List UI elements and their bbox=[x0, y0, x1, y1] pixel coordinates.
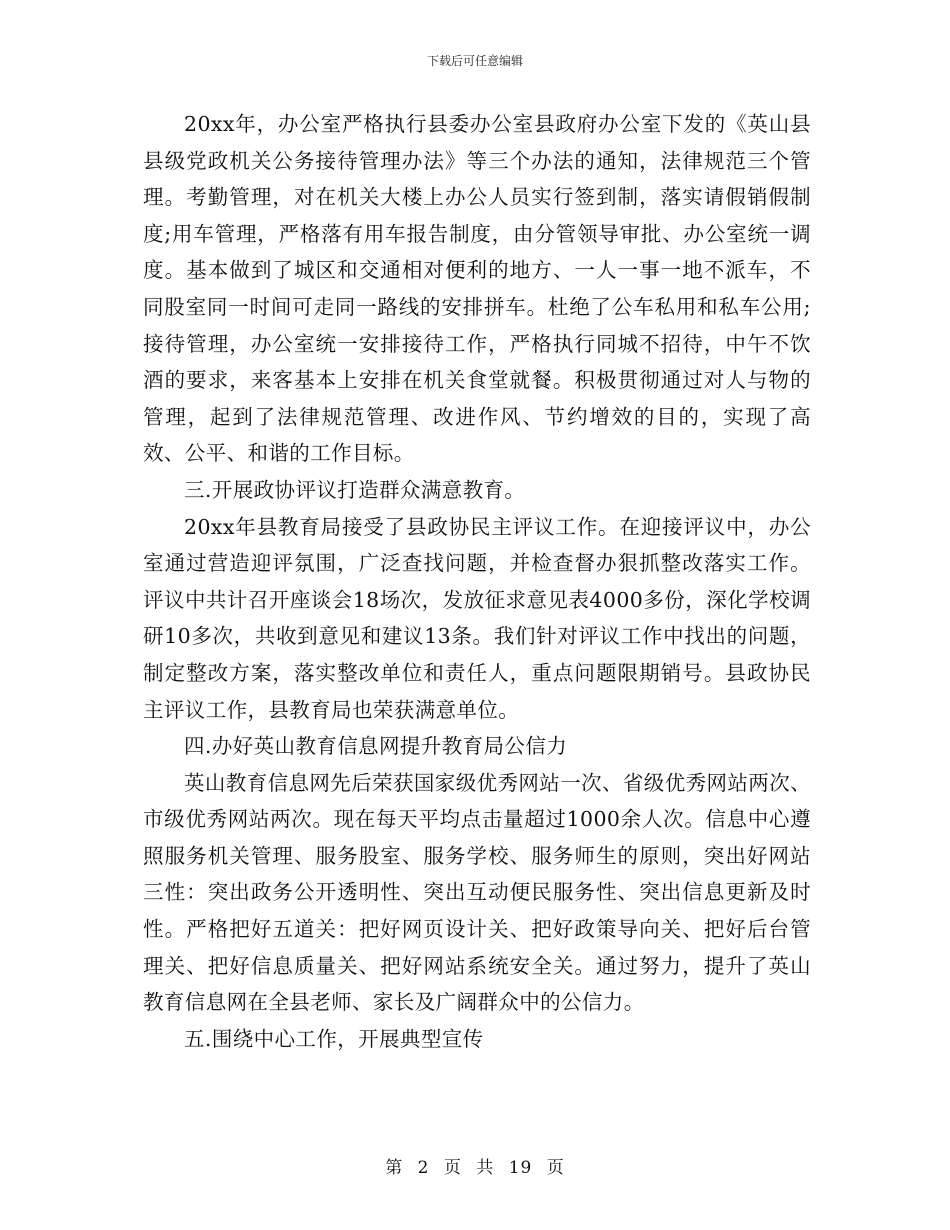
paragraph-cppcc-review: 20xx年县教育局接受了县政协民主评议工作。在迎接评议中，办公室通过营造迎评氛围，广泛查找问题，并检查督办狠抓整改落实工作。评议中共计召开座谈会18场次，发放征求意见表4000多份，深化学校调研10多次，共收到意见和建议13条。我们针对评议工作中找出的问题，制定整改方案，落实整改单位和责任人，重点问题限期销号。县政协民主评议工作，县教育局也荣获满意单位。 bbox=[143, 514, 811, 722]
footer-suffix: 页 bbox=[546, 1158, 565, 1178]
footer-page-number: 2 bbox=[417, 1158, 430, 1178]
footer-prefix: 第 bbox=[385, 1158, 404, 1178]
section-heading-3: 三.开展政协评议打造群众满意教育。 bbox=[184, 477, 526, 502]
footer-total-word: 共 bbox=[476, 1158, 495, 1178]
paragraph-education-website: 英山教育信息网先后荣获国家级优秀网站一次、省级优秀网站两次、市级优秀网站两次。现在每天平均点击量超过1000余人次。信息中心遵照服务机关管理、服务股室、服务学校、服务师生的原则，突出好网站三性：突出政务公开透明性、突出互动便民服务性、突出信息更新及时性。严格把好五道关：把好网页设计关、把好政策导向关、把好后台管理关、把好信息质量关、把好网站系统安全关。通过努力，提升了英山教育信息网在全县老师、家长及广阔群众中的公信力。 bbox=[143, 770, 811, 1015]
page-footer bbox=[0, 1153, 950, 1178]
page-header-note: 下载后可任意编辑 bbox=[426, 54, 523, 68]
paragraph-office-management: 20xx年，办公室严格执行县委办公室县政府办公室下发的《英山县县级党政机关公务接待管理办法》等三个办法的通知，法律规范三个管理。考勤管理，对在机关大楼上办公人员实行签到制，落实请假销假制度;用车管理，严格落有用车报告制度，由分管领导审批、办公室统一调度。基本做到了城区和交通相对便利的地方、一人一事一地不派车，不同股室同一时间可走同一路线的安排拼车。杜绝了公车私用和私车公用;接待管理，办公室统一安排接待工作，严格执行同城不招待，中午不饮酒的要求，来客基本上安排在机关食堂就餐。积极贯彻通过对人与物的管理，起到了法律规范管理、改进作风、节约增效的目的，实现了高效、公平、和谐的工作目标。 bbox=[143, 112, 811, 466]
document-body bbox=[143, 106, 811, 1057]
footer-total-pages: 19 bbox=[508, 1158, 533, 1178]
section-heading-4: 四.办好英山教育信息网提升教育局公信力 bbox=[184, 734, 568, 759]
footer-page-word: 页 bbox=[443, 1158, 462, 1178]
section-heading-5: 五.围绕中心工作，开展典型宣传 bbox=[184, 1026, 484, 1051]
